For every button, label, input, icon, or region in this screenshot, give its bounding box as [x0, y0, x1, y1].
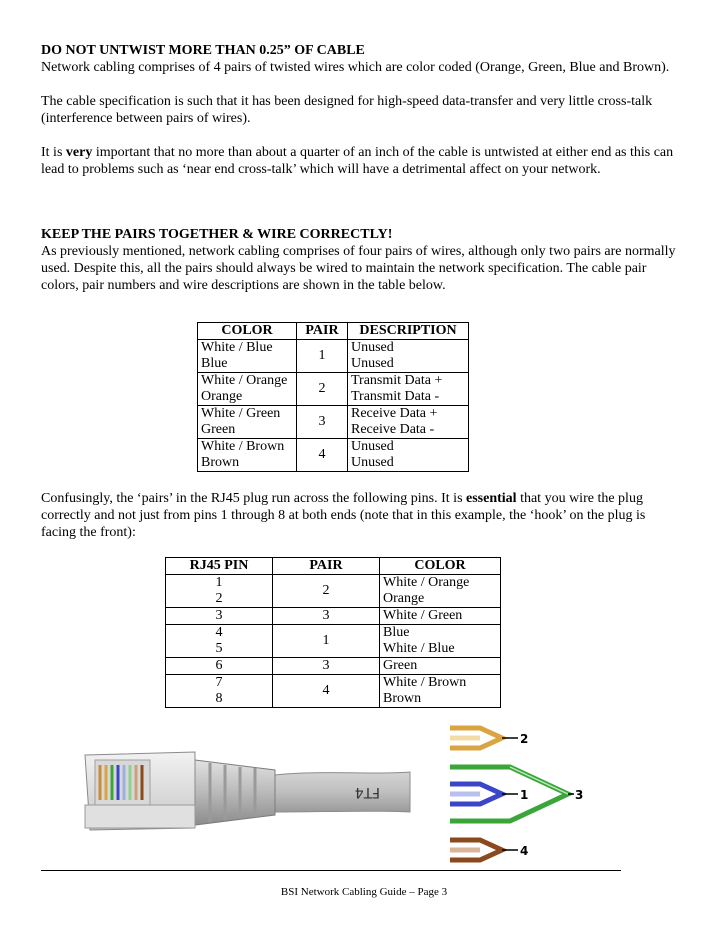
text-run: Confusingly, the ‘pairs’ in the RJ45 plug run across the following pins. It is — [41, 491, 467, 506]
text-run: It is — [41, 145, 66, 160]
pin-table — [165, 557, 501, 708]
color-cell: White / Orange Orange — [380, 575, 501, 608]
footer-rule — [41, 870, 621, 871]
color-cell: White / Orange Orange — [198, 373, 297, 406]
pin-cell: 4 5 — [166, 625, 273, 658]
table-row — [166, 625, 501, 658]
text-run: important that no more than about a quarter of an inch of the cable is untwisted at either end as this can lead to problems such as ‘near end cross-talk’ which will have a detrimental affect on your network. — [41, 145, 674, 177]
rj45-cable-photo — [60, 720, 420, 840]
pair-cell: 3 — [297, 406, 348, 439]
color-cell: White / Blue Blue — [198, 340, 297, 373]
section-untwist — [41, 42, 681, 178]
pair-cell: 3 — [273, 658, 380, 675]
paragraph: As previously mentioned, network cabling comprises of four pairs of wires, although only two pairs are normally used. Despite this, all the pairs should always be wired to maintain the network specification. The cable pair colors, pair numbers and wire descriptions are shown in the table below. — [41, 244, 676, 293]
emphasis-text: essential — [466, 491, 517, 506]
paragraph: Network cabling comprises of 4 pairs of twisted wires which are color coded (Orange, Green, Blue and Brown). — [41, 60, 670, 75]
color-cell: White / Brown Brown — [198, 439, 297, 472]
pair-2-wires — [450, 728, 528, 748]
column-header: COLOR — [198, 323, 297, 340]
color-cell: Green — [380, 658, 501, 675]
table-row — [166, 575, 501, 608]
section-pairs — [41, 226, 681, 294]
rj45-intro — [41, 490, 681, 541]
table-row — [198, 373, 469, 406]
pin-cell: 7 8 — [166, 675, 273, 708]
pair-label: 1 — [520, 788, 529, 802]
pair-cell: 2 — [297, 373, 348, 406]
column-header: RJ45 PIN — [166, 558, 273, 575]
pair-cell: 1 — [297, 340, 348, 373]
pin-cell: 1 2 — [166, 575, 273, 608]
page-footer: BSI Network Cabling Guide – Page 3 — [280, 886, 448, 898]
paragraph — [41, 490, 681, 541]
pair-1-wires — [450, 784, 528, 804]
pair-cell: 2 — [273, 575, 380, 608]
pair-label: 2 — [520, 732, 529, 746]
emphasis-text: very — [65, 145, 93, 160]
pin-cell: 6 — [166, 658, 273, 675]
paragraph — [41, 144, 681, 178]
table-row — [166, 675, 501, 708]
text-run: that you wire the plug correctly and not just from pins 1 through 8 at both ends (note that in this example, the ‘hook’ on the plug is facing the front): — [41, 491, 646, 540]
pair-cell: 4 — [297, 439, 348, 472]
pair-cell: 4 — [273, 675, 380, 708]
column-header: PAIR — [273, 558, 380, 575]
pair-4-wires — [450, 840, 528, 860]
table-row — [198, 439, 469, 472]
pair-cell: 3 — [273, 608, 380, 625]
color-cell: White / Green Green — [198, 406, 297, 439]
description-cell: Receive Data + Receive Data - — [348, 406, 469, 439]
description-cell: Unused Unused — [348, 439, 469, 472]
section-heading: KEEP THE PAIRS TOGETHER & WIRE CORRECTLY! — [41, 227, 393, 242]
pair-cell: 1 — [273, 625, 380, 658]
pin-cell: 3 — [166, 608, 273, 625]
pair-label: 3 — [575, 788, 584, 802]
table-row — [198, 340, 469, 373]
table-row — [166, 658, 501, 675]
color-cell: Blue White / Blue — [380, 625, 501, 658]
cable-print-text: FT4 — [354, 784, 380, 800]
column-header: COLOR — [380, 558, 501, 575]
pair-label: 4 — [520, 844, 529, 858]
pair-table — [197, 322, 469, 472]
column-header: PAIR — [297, 323, 348, 340]
paragraph: The cable specification is such that it has been designed for high-speed data-transfer and very little cross-talk (interference between pairs of wires). — [41, 94, 653, 126]
description-cell: Transmit Data + Transmit Data - — [348, 373, 469, 406]
table-row — [198, 406, 469, 439]
column-header: DESCRIPTION — [348, 323, 469, 340]
color-cell: White / Brown Brown — [380, 675, 501, 708]
pair-wiring-diagram — [440, 722, 590, 872]
table-row — [166, 608, 501, 625]
description-cell: Unused Unused — [348, 340, 469, 373]
section-heading: DO NOT UNTWIST MORE THAN 0.25” OF CABLE — [41, 43, 365, 58]
color-cell: White / Green — [380, 608, 501, 625]
